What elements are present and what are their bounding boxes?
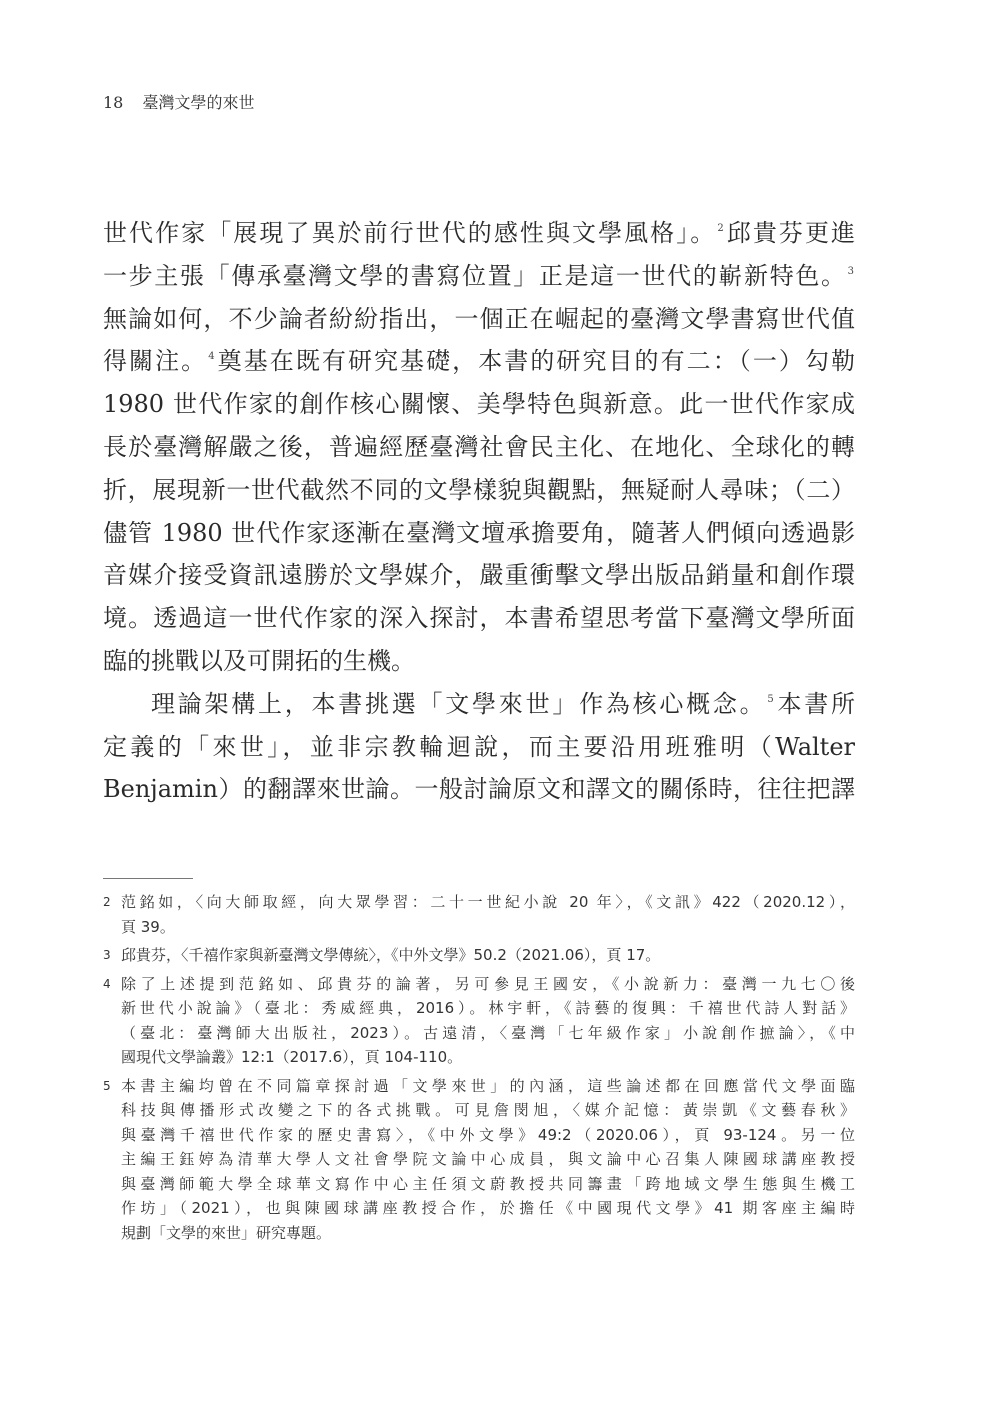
paragraph-1: [103, 212, 855, 683]
text-line: 世代作家「展現了異於前行世代的感性與文學風格」。$^2$邱貴芬更進: [103, 219, 855, 247]
text-line: 音媒介接受資訊遠勝於文學媒介，嚴重衝擊文學出版品銷量和創作環: [103, 561, 855, 590]
footnote-5: [103, 1074, 855, 1246]
page-number: 18: [103, 93, 124, 112]
running-header: [103, 93, 254, 113]
paragraph-2: [103, 683, 855, 811]
footnote-line: 科技與傳播形式改變之下的各式挑戰。可見詹閔旭，〈媒介記憶：黃崇凱《文藝春秋》: [121, 1101, 855, 1119]
footnote-number: 3: [103, 948, 111, 962]
footnote-line: （臺北：臺灣師大出版社，2023）。古遠清，〈臺灣「七年級作家」小說創作摭論〉，《中: [121, 1023, 855, 1042]
text-line: 儘管 1980 世代作家逐漸在臺灣文壇承擔要角，隨著人們傾向透過影: [103, 518, 855, 547]
footnote-line: 規劃「文學的來世」研究專題。: [121, 1223, 332, 1242]
text-line: 長於臺灣解嚴之後，普遍經歷臺灣社會民主化、在地化、全球化的轉: [103, 432, 855, 461]
text-line: 1980 世代作家的創作核心關懷、美學特色與新意。此一世代作家成: [103, 390, 855, 419]
footnote-line: 新世代小說論》（臺北：秀威經典，2016）。林宇軒，《詩藝的復興：千禧世代詩人對話》: [121, 999, 855, 1017]
footnote-4: [103, 972, 855, 1070]
footnote-2: [103, 890, 855, 939]
footnote-number: 4: [103, 976, 111, 991]
footnote-line: 范銘如，〈向大師取經，向大眾學習：二十一世紀小說 20 年〉，《文訊》422（2020.12），: [121, 893, 855, 911]
running-title: 臺灣文學的來世: [142, 93, 255, 112]
text-line: Benjamin）的翻譯來世論。一般討論原文和譯文的關係時，往往把譯: [103, 775, 855, 804]
footnotes: [103, 890, 855, 1249]
footnote-line: 與臺灣千禧世代作家的歷史書寫〉，《中外文學》49:2（2020.06），頁 93-124。另一位: [121, 1125, 855, 1144]
footnote-ref: 5: [767, 693, 774, 705]
body-text: [103, 212, 855, 811]
footnote-line: 主編王鈺婷為清華大學人文社會學院文論中心成員，與文論中心召集人陳國球講座教授: [121, 1150, 855, 1168]
text-line: 得關注。$^4$奠基在既有研究基礎，本書的研究目的有二：（一）勾勒: [103, 347, 855, 376]
text-line: 一步主張「傳承臺灣文學的書寫位置」正是這一世代的嶄新特色。$^3$: [103, 261, 854, 290]
text-line: 無論如何，不少論者紛紛指出，一個正在崛起的臺灣文學書寫世代值: [103, 304, 855, 333]
footnote-line: 本書主編均曾在不同篇章探討過「文學來世」的內涵，這些論述都在回應當代文學面臨: [121, 1076, 855, 1095]
text-line: 臨的挑戰以及可開拓的生機。: [103, 646, 415, 675]
footnote-line: 與臺灣師範大學全球華文寫作中心主任須文蔚教授共同籌畫「跨地域文學生態與生機工: [121, 1174, 855, 1193]
footnote-ref: 3: [847, 265, 854, 277]
footnote-line: 邱貴芬，〈千禧作家與新臺灣文學傳統〉，《中外文學》50.2（2021.06），頁 17。: [121, 946, 661, 964]
footnote-line: 頁 39。: [121, 917, 175, 936]
footnote-line: 作坊」（2021），也與陳國球講座教授合作，於擔任《中國現代文學》41 期客座主編時: [121, 1199, 855, 1217]
text-line: 境。透過這一世代作家的深入探討，本書希望思考當下臺灣文學所面: [103, 604, 855, 633]
footnote-number: 2: [103, 895, 111, 909]
footnote-divider: [103, 878, 193, 879]
footnote-ref: 4: [208, 351, 215, 363]
footnote-line: 國現代文學論叢》12:1（2017.6），頁 104-110。: [121, 1048, 463, 1066]
footnote-ref: 2: [717, 223, 724, 234]
text-line: 定義的「來世」，並非宗教輪迴說，而主要沿用班雅明（Walter: [103, 732, 855, 761]
footnote-line: 除了上述提到范銘如、邱貴芬的論著，另可參見王國安，《小說新力：臺灣一九七〇後: [121, 974, 855, 993]
text-line: 折，展現新一世代截然不同的文學樣貌與觀點，無疑耐人尋味；（二）: [103, 475, 855, 504]
text-line: 理論架構上，本書挑選「文學來世」作為核心概念。$^5$本書所: [151, 689, 855, 718]
footnote-3: [103, 943, 855, 968]
footnote-number: 5: [103, 1078, 111, 1093]
